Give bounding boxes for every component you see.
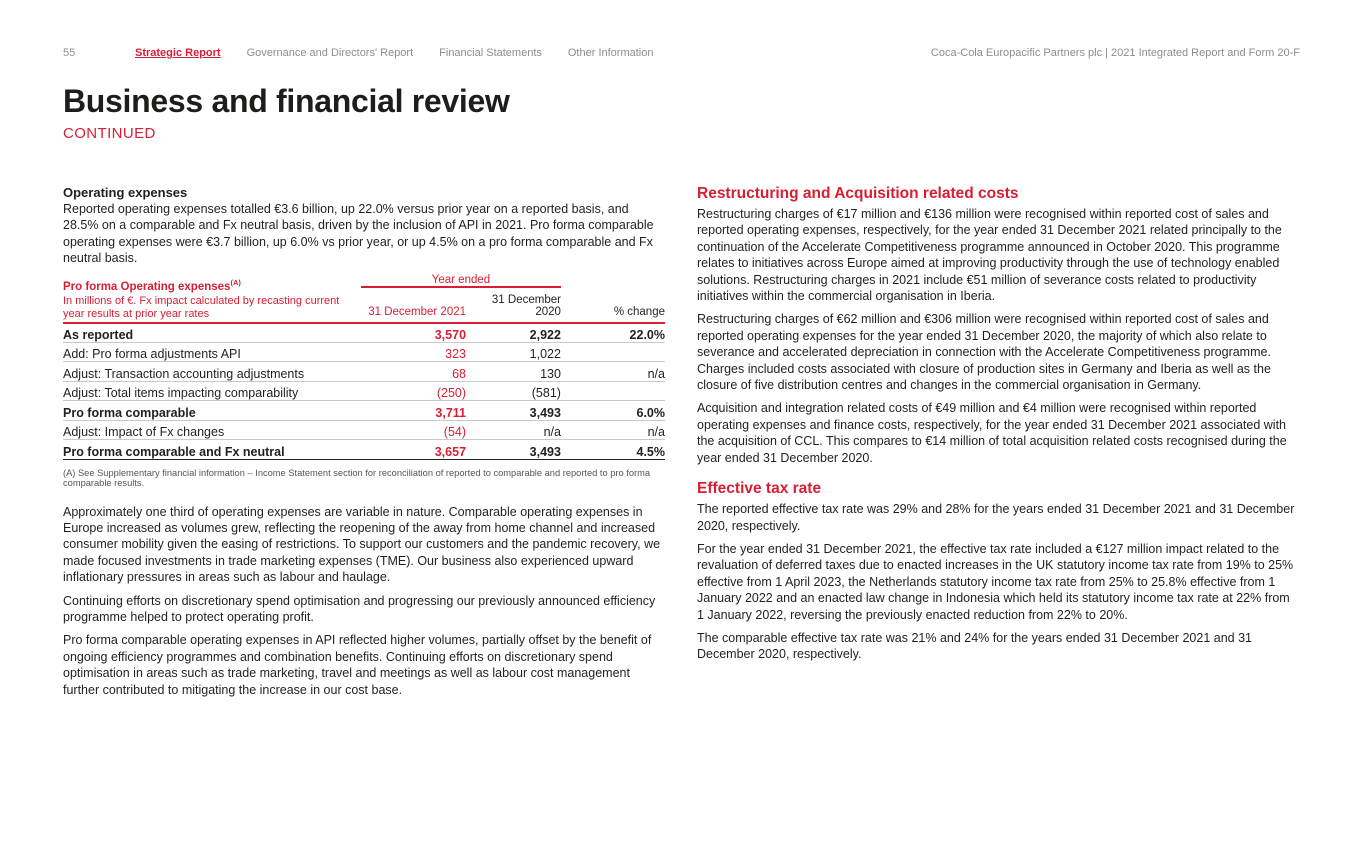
value-change: n/a bbox=[561, 362, 665, 382]
year-ended-group-header: Year ended bbox=[361, 274, 561, 287]
paragraph: The reported effective tax rate was 29% and 28% for the years ended 31 December 2021 and 31 December 2020, respectively. bbox=[697, 502, 1295, 533]
page-subtitle: CONTINUED bbox=[63, 125, 156, 142]
value-2021: (54) bbox=[361, 420, 466, 440]
nav-other-information[interactable]: Other Information bbox=[567, 47, 654, 59]
paragraph: Restructuring charges of €17 million and €136 million were recognised within reported cost of sales and reported operating expenses, respectively, for the year ended 31 December 2021 related principally to the continuation of the Accelerate Competitiveness programme announced in October 2020. This programme relates to initiatives across Europe aimed at improving productivity through the use of technology enabled solutions. Restructuring charges in 2021 include €51 million of severance costs related to productivity initiatives within the commercial organisation in Iberia. bbox=[697, 207, 1282, 304]
row-label: Adjust: Total items impacting comparability bbox=[63, 381, 361, 401]
value-change: 6.0% bbox=[561, 401, 665, 421]
operating-expenses-intro: Reported operating expenses totalled €3.6 billion, up 22.0% versus prior year on a reported basis, and 28.5% on a comparable and Fx neutral basis, driven by the inclusion of API in 2021. Pro forma comparable operating expenses were €3.7 billion, up 6.0% vs prior year, or up 4.5% on a pro forma comparable and Fx neutral basis. bbox=[63, 202, 654, 266]
value-2020: 2,922 bbox=[466, 323, 561, 343]
row-label: As reported bbox=[63, 323, 361, 343]
column-header-2021: 31 December 2021 bbox=[361, 287, 466, 323]
value-2020: 130 bbox=[466, 362, 561, 382]
value-change: 22.0% bbox=[561, 323, 665, 343]
left-column bbox=[63, 185, 665, 705]
row-label: Adjust: Impact of Fx changes bbox=[63, 420, 361, 440]
pro-forma-operating-expenses-table bbox=[63, 274, 665, 460]
table-row bbox=[63, 381, 665, 401]
restructuring-heading: Restructuring and Acquisition related costs bbox=[697, 185, 1019, 202]
paragraph: Pro forma comparable operating expenses in API reflected higher volumes, partially offset by the benefit of ongoing efficiency programmes and combination benefits. Continuing efforts on discretionary spend optimisation in areas such as trade marketing, travel and meetings as well as labour cost management further contributed to mitigating the increase in our cost base. bbox=[63, 633, 652, 697]
table-footnote: (A) See Supplementary financial information – Income Statement section for reconciliation of reported to comparable and reported to pro forma comparable results. bbox=[63, 467, 651, 488]
page-title: Business and financial review bbox=[63, 83, 510, 119]
value-2021: 68 bbox=[361, 362, 466, 382]
table-row bbox=[63, 401, 665, 421]
value-2020: 3,493 bbox=[466, 401, 561, 421]
value-2021: 3,570 bbox=[361, 323, 466, 343]
column-header-2020: 31 December 2020 bbox=[466, 287, 561, 323]
page-number: 55 bbox=[63, 47, 76, 59]
table-title: Pro forma Operating expenses$^{(A)}$ bbox=[63, 278, 241, 294]
section-nav bbox=[135, 47, 653, 59]
value-2020: n/a bbox=[466, 420, 561, 440]
value-change bbox=[561, 342, 665, 362]
effective-tax-rate-section bbox=[697, 480, 1300, 663]
value-2020: 1,022 bbox=[466, 342, 561, 362]
paragraph: Acquisition and integration related costs of €49 million and €4 million were recognised within reported operating expenses and finance costs, respectively, for the year ended 31 December 2021 associated with the acquisition of CCL. This compares to €14 million of total acquisition related costs recognised during the year ended 31 December 2020. bbox=[697, 401, 1287, 465]
table-caption bbox=[63, 274, 361, 323]
top-nav-bar bbox=[63, 47, 1300, 59]
table-row bbox=[63, 342, 665, 362]
restructuring-section bbox=[697, 185, 1300, 466]
table-row bbox=[63, 323, 665, 343]
row-label: Adjust: Transaction accounting adjustments bbox=[63, 362, 361, 382]
paragraph: Approximately one third of operating expenses are variable in nature. Comparable operating expenses in Europe increased as volumes grew, reflecting the reopening of the away from home channel and increased consumer mobility given the easing of restrictions. To support our customers and the pandemic recovery, we made focused investments in trade marketing expenses (TME). Our business also experienced upward inflationary pressures in areas such as labour and haulage. bbox=[63, 504, 661, 585]
column-header-change: % change bbox=[561, 287, 665, 323]
value-2021: 323 bbox=[361, 342, 466, 362]
nav-strategic-report[interactable]: Strategic Report bbox=[135, 47, 221, 59]
row-label: Pro forma comparable and Fx neutral bbox=[63, 440, 361, 460]
right-column bbox=[697, 185, 1300, 705]
value-2021: 3,711 bbox=[361, 401, 466, 421]
value-2021: (250) bbox=[361, 381, 466, 401]
two-column-layout bbox=[63, 185, 1300, 705]
value-2020: 3,493 bbox=[466, 440, 561, 460]
table-row bbox=[63, 440, 665, 460]
nav-financial-statements[interactable]: Financial Statements bbox=[439, 47, 542, 59]
value-2020: (581) bbox=[466, 381, 561, 401]
operating-expenses-heading: Operating expenses bbox=[63, 185, 188, 200]
value-2021: 3,657 bbox=[361, 440, 466, 460]
paragraph: Restructuring charges of €62 million and €306 million were recognised within reported cost of sales and reported operating expenses for the year ended 31 December 2020, the majority of which also relate to severance and accelerated depreciation in connection with the Accelerate Competitiveness programme. Charges included costs associated with closure of production sites in Germany and Iberia as well as the closure of five distribution centres and changes in the commercial organisation in Germany. bbox=[697, 312, 1271, 393]
nav-governance[interactable]: Governance and Directors' Report bbox=[246, 47, 414, 59]
table-subcaption: In millions of €. Fx impact calculated by recasting current year results at prior year rates bbox=[63, 294, 340, 321]
row-label: Pro forma comparable bbox=[63, 401, 361, 421]
table-row bbox=[63, 420, 665, 440]
paragraph: Continuing efforts on discretionary spend optimisation and progressing our previously announced efficiency programme helped to protect operating profit. bbox=[63, 593, 656, 625]
footnote-marker: (A) bbox=[230, 278, 241, 288]
value-change bbox=[561, 381, 665, 401]
table-row bbox=[63, 362, 665, 382]
value-change: n/a bbox=[561, 420, 665, 440]
paragraph: For the year ended 31 December 2021, the effective tax rate included a €127 million impact related to the revaluation of deferred taxes due to enacted increases in the UK statutory income tax rate from 19% to 25% effective from 1 April 2023, the Netherlands statutory income tax rate from 25% to 25.8% effective from 1 January 2022 and an enacted law change in Indonesia which held its statutory income tax rate at 22% from 1 January 2022, reversing the previously enacted reduction from 22% to 20%. bbox=[697, 541, 1294, 622]
row-label: Add: Pro forma adjustments API bbox=[63, 342, 361, 362]
effective-tax-rate-heading: Effective tax rate bbox=[697, 480, 822, 498]
header-spacer bbox=[561, 274, 665, 287]
paragraph: The comparable effective tax rate was 21% and 24% for the years ended 31 December 2021 and 31 December 2020, respectively. bbox=[697, 630, 1252, 662]
value-change: 4.5% bbox=[561, 440, 665, 460]
report-identifier: Coca-Cola Europacific Partners plc | 2021 Integrated Report and Form 20-F bbox=[930, 47, 1300, 59]
